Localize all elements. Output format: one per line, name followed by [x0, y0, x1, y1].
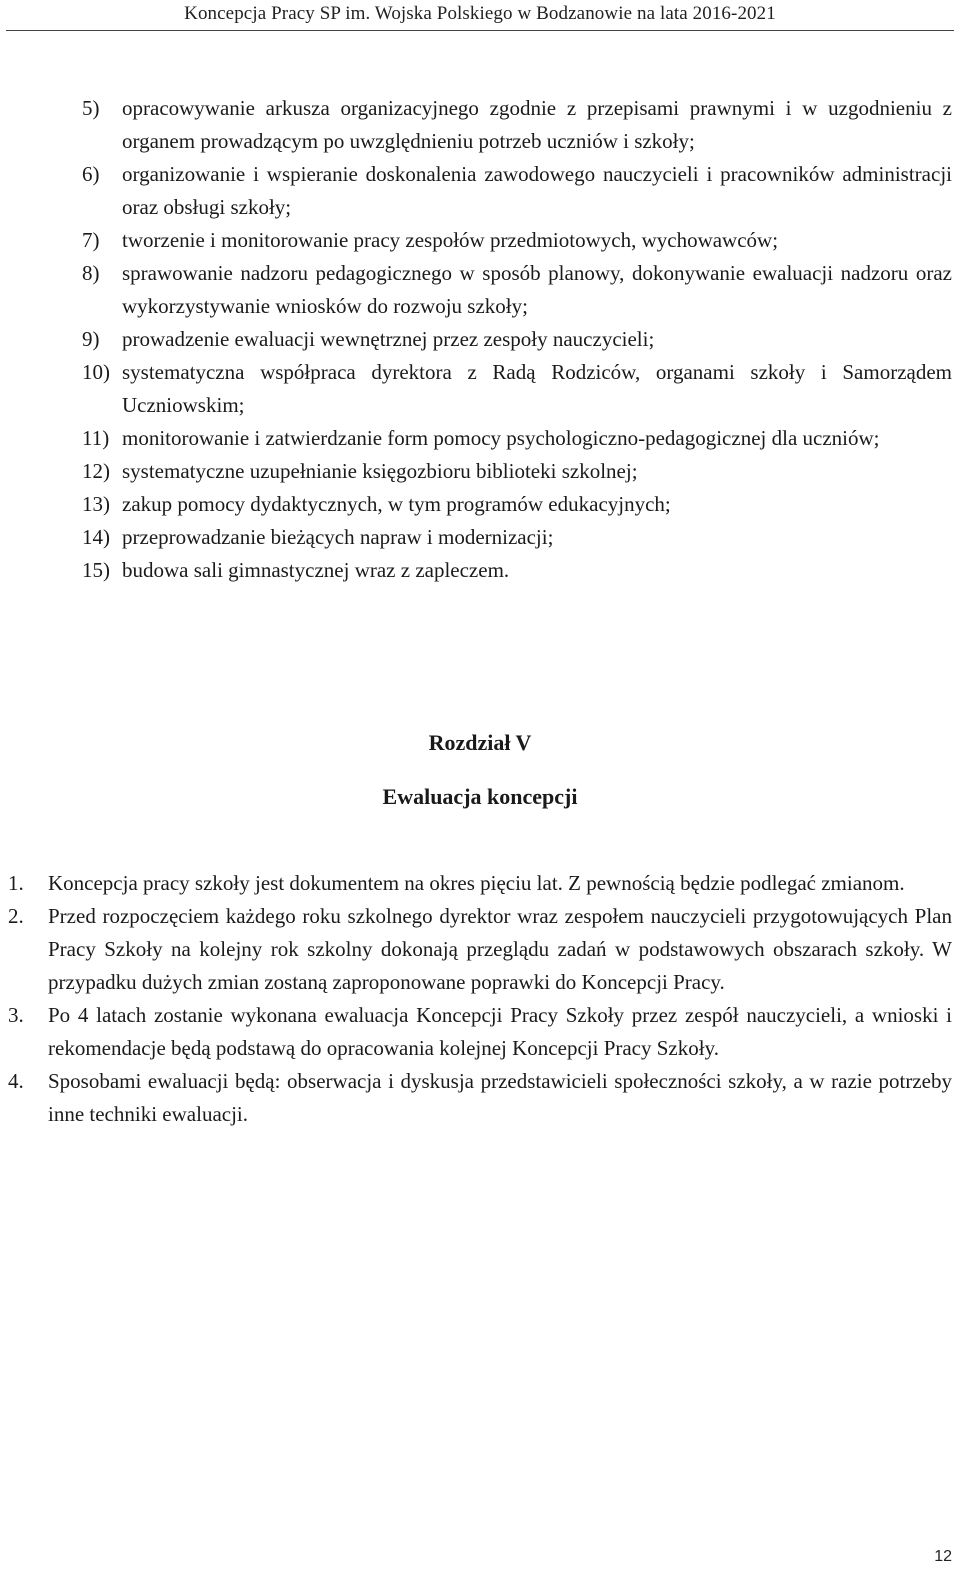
list-item-number: 12) [82, 459, 110, 483]
list-item-number: 9) [82, 327, 100, 351]
tasks-list [82, 92, 952, 587]
list-item [82, 455, 952, 488]
list-item-text: sprawowanie nadzoru pedagogicznego w sposób planowy, dokonywanie ewaluacji nadzoru oraz wykorzystywanie wniosków do rozwoju szkoły; [122, 261, 952, 318]
list-item [8, 900, 952, 999]
list-item [82, 158, 952, 224]
list-item-text: monitorowanie i zatwierdzanie form pomocy psychologiczno-pedagogicznej dla uczniów; [122, 426, 880, 450]
evaluation-list [8, 867, 952, 1131]
list-item [8, 1065, 952, 1131]
list-item [8, 999, 952, 1065]
list-item [82, 521, 952, 554]
list-item-number: 7) [82, 228, 100, 252]
list-item-number: 5) [82, 96, 100, 120]
list-item-number: 10) [82, 360, 110, 384]
list-item-text: Koncepcja pracy szkoły jest dokumentem na okres pięciu lat. Z pewnością będzie podlegać zmianom. [48, 871, 905, 895]
header-divider [6, 30, 954, 31]
list-item-text: budowa sali gimnastycznej wraz z zapleczem. [122, 558, 510, 582]
list-item-text: przeprowadzanie bieżących napraw i modernizacji; [122, 525, 554, 549]
list-item [82, 224, 952, 257]
list-item-text: zakup pomocy dydaktycznych, w tym programów edukacyjnych; [122, 492, 671, 516]
list-item-text: systematyczna współpraca dyrektora z Radą Rodziców, organami szkoły i Samorządem Uczniowskim; [122, 360, 952, 417]
list-item-text: Przed rozpoczęciem każdego roku szkolnego dyrektor wraz zespołem nauczycieli przygotowujących Plan Pracy Szkoły na kolejny rok szkolny dokonają przeglądu zadań w podstawowych obszarach szkoły. W przypadku dużych zmian zostaną zaproponowane poprawki do Koncepcji Pracy. [48, 904, 952, 994]
list-item-number: 3. [8, 1003, 24, 1027]
chapter-label: Rozdział V [428, 730, 532, 755]
list-item-text: prowadzenie ewaluacji wewnętrznej przez zespoły nauczycieli; [122, 327, 655, 351]
list-item-text: tworzenie i monitorowanie pracy zespołów przedmiotowych, wychowawców; [122, 228, 779, 252]
list-item-number: 11) [82, 426, 110, 450]
list-item [8, 867, 952, 900]
list-item-number: 13) [82, 492, 110, 516]
list-item-number: 15) [82, 558, 110, 582]
list-item [82, 488, 952, 521]
list-item-text: Sposobami ewaluacji będą: obserwacja i dyskusja przedstawicieli społeczności szkoły, a w razie potrzeby inne techniki ewaluacji. [48, 1069, 952, 1126]
list-item [82, 257, 952, 323]
list-item [82, 92, 952, 158]
list-item-text: Po 4 latach zostanie wykonana ewaluacja Koncepcji Pracy Szkoły przez zespół nauczycieli, a wnioski i rekomendacje będą podstawą do opracowania kolejnej Koncepcji Pracy Szkoły. [48, 1003, 952, 1060]
list-item [82, 356, 952, 422]
list-item-text: organizowanie i wspieranie doskonalenia zawodowego nauczycieli i pracowników administracji oraz obsługi szkoły; [122, 162, 952, 219]
list-item [82, 554, 952, 587]
list-item-number: 14) [82, 525, 110, 549]
list-item-number: 6) [82, 162, 100, 186]
chapter-title: Ewaluacja koncepcji [382, 784, 578, 809]
list-item [82, 323, 952, 356]
list-item [82, 422, 952, 455]
list-item-number: 2. [8, 904, 24, 928]
list-item-number: 1. [8, 871, 24, 895]
list-item-text: systematyczne uzupełnianie księgozbioru biblioteki szkolnej; [122, 459, 638, 483]
list-item-number: 4. [8, 1069, 24, 1093]
list-item-number: 8) [82, 261, 100, 285]
page-number: 12 [934, 1548, 952, 1565]
list-item-text: opracowywanie arkusza organizacyjnego zgodnie z przepisami prawnymi i w uzgodnieniu z organem prowadzącym po uwzględnieniu potrzeb uczniów i szkoły; [122, 96, 952, 153]
page-header: Koncepcja Pracy SP im. Wojska Polskiego w Bodzanowie na lata 2016-2021 [184, 3, 776, 24]
